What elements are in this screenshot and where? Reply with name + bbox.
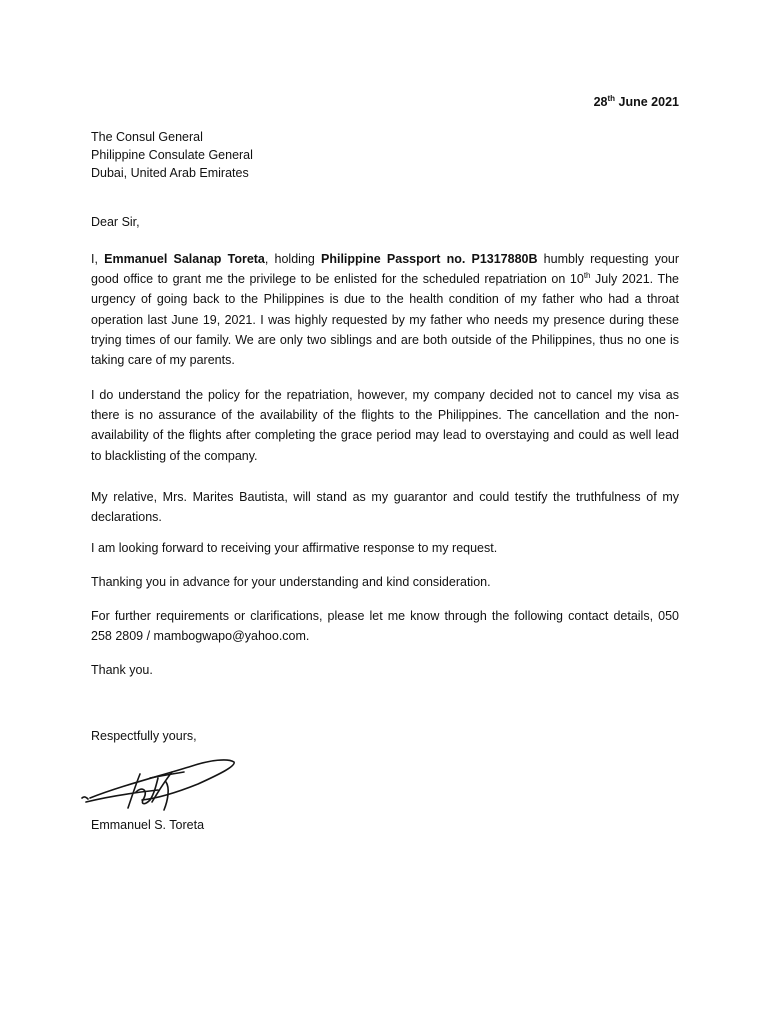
recipient-line-2: Philippine Consulate General	[91, 148, 253, 162]
handwritten-signature-icon	[80, 752, 250, 822]
signer-name: Emmanuel S. Toreta	[91, 818, 205, 832]
paragraph-request: I, Emmanuel Salanap Toreta, holding Philippine Passport no. P1317880B humbly requesting your good office to grant me the privilege to be enlisted for the scheduled repatriation on 10th July 2021. The urgency of going back to the Philippines is due to the health condition of my father who had a throat operation last June 19, 2021. I was highly requested by my father who needs my presence during these trying times of our family. We are only two siblings and are both outside of the Philippines, thus no one is taking care of my parents.	[91, 252, 680, 368]
paragraph-guarantor: My relative, Mrs. Marites Bautista, will stand as my guarantor and could testify the truthfulness of my declarations.	[91, 490, 679, 525]
paragraph-policy: I do understand the policy for the repatriation, however, my company decided not to cancel my visa as there is no assurance of the availability of the flights to the Philippines. The cancellation and the non-availability of the flights after completing the grace period may lead to overstaying and could as well lead to blacklisting of the company.	[91, 388, 679, 463]
closing-phrase: Respectfully yours,	[91, 729, 197, 743]
paragraph-looking-forward: I am looking forward to receiving your affirmative response to my request.	[91, 541, 498, 555]
recipient-line-3: Dubai, United Arab Emirates	[91, 166, 249, 180]
letter-date: 28th June 2021	[593, 94, 679, 110]
paragraph-thanks-advance: Thanking you in advance for your understanding and kind consideration.	[91, 575, 491, 589]
paragraph-contact-details: For further requirements or clarifications, please let me know through the following contact details, 050 258 2809 / mambogwapo@yahoo.com.	[91, 609, 679, 644]
paragraph-thank-you: Thank you.	[91, 663, 153, 677]
recipient-address	[91, 128, 253, 182]
salutation: Dear Sir,	[91, 215, 140, 229]
recipient-line-1: The Consul General	[91, 130, 203, 144]
